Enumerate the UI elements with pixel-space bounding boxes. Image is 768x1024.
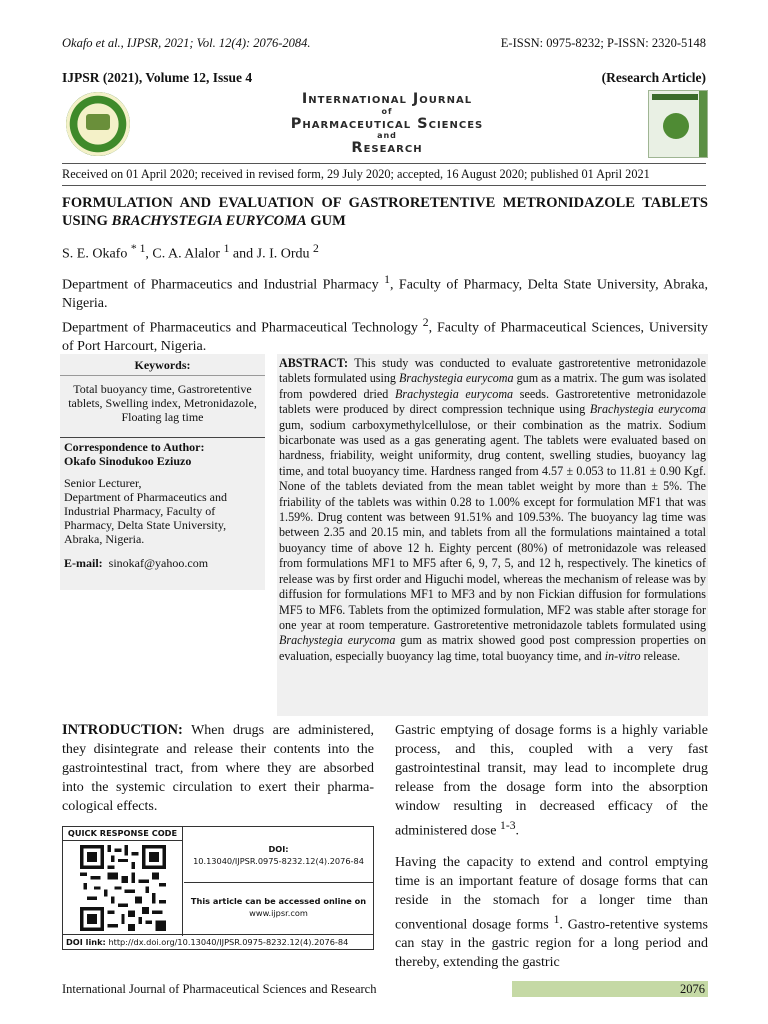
correspondence-name: Okafo Sinodukoo Eziuzo: [64, 454, 192, 468]
footer-journal: International Journal of Pharmaceutical Sciences and Research: [62, 982, 377, 996]
doi-link-row: DOI link: http://dx.doi.org/10.13040/IJPSR.0975-8232.12(4).2076-84: [63, 934, 373, 949]
qr-info-box: [62, 826, 374, 950]
correspondence-label: Correspondence to Author: Okafo Sinodukoo Eziuzo: [60, 438, 265, 468]
journal-seal-icon: [66, 92, 130, 156]
qr-area: [63, 841, 183, 936]
received-dates: Received on 01 April 2020; received in revised form, 29 July 2020; accepted, 16 August 2020; published 01 April 2021: [62, 163, 706, 186]
introduction: INTRODUCTION: When drugs are administered, they disintegrate and release their contents into the gastrointestinal tract, from where they are absorbed into the systemic circulation to exert their pharma-cological effects.: [62, 722, 374, 814]
header-meta: [62, 36, 706, 51]
abstract: ABSTRACT: This study was conducted to evaluate gastroretentive metronidazole tablets formulated using Brachystegia eurycoma gum as a matrix. The gum was isolated from powdered dried Brachystegia eurycoma seeds. Gastroretentive metronidazole tablets were produced by direct compression technique using Brachystegia eurycoma gum, sodium carboxymethylcellulose, or their combination as the matrix. Sodium bicarbonate was used as a gas generating agent. The tablets were evaluated based on hardness, friability, weight uniformity, drug content, swelling studies, buoyancy lag time, and total buoyancy time. Hardness ranged from 4.57 ± 0.053 to 11.81 ± 0.90 Kgf. None of the tablets deviated from the mean tablet weight by more than ± 5%. The friability of the tablets was within 0.28 to 1.00% except for formulation MF1 that was 1.59%. Drug content was between 91.51% and 109.53%. The buoyancy lag time was between 2.35 and 20.15 min, and tablets from all the formulations maintained a total buoyancy time of above 12 h. Eighty percent (80%) of metronidazole was released from formulations MF1 to MF5 after 6, 9, 7, 5, and 12 h, respectively. The kinetics of release was by first order and Higuchi model, whereas the mechanism of release was by diffusion for formulations MF1 to MF3 and by non Fickian diffusion for formulations MF5 to MF6. Tablets from the optimized formulation, MF2 was stable after storage for one year at room temperature. Gastroretentive metronidazole tablets formulated using Brachystegia eurycoma gum as matrix showed good post compression properties on evaluation, especially buoyancy lag time, total buoyancy time, and in-vitro release.: [277, 354, 708, 716]
doi-cell: DOI: 10.13040/IJPSR.0975-8232.12(4).2076-84: [184, 827, 373, 883]
paragraph: Gastric emptying of dosage forms is a highly variable process, and this, coupled with a very fast gastrointestinal transit, may lead to incomplete drug release from the dosage form into the absorption window resulting in decreased efficacy of the administered dose $^{1-3}$.: [395, 723, 708, 839]
paragraph: Having the capacity to extend and control emptying time is an important feature of dosage forms that can reside in the stomach for a longer time than conventional dosage forms $^1$. Gastro-retentive systems can stay in the gastric region for a long period and thereby, extending the gastric: [395, 854, 708, 971]
access-cell: This article can be accessed online on www.ijpsr.com: [184, 883, 373, 936]
citation: Okafo et al., IJPSR, 2021; Vol. 12(4): 2076-2084.: [62, 36, 311, 50]
keywords: Total buoyancy time, Gastroretentive tablets, Swelling index, Metronidazole, Floating lag time: [60, 376, 265, 438]
article-sidebar: [60, 354, 265, 590]
doi-link[interactable]: http://dx.doi.org/10.13040/IJPSR.0975-8232.12(4).2076-84: [108, 937, 349, 947]
journal-name: International Journal of Pharmaceutical Sciences and Research: [290, 91, 484, 156]
journal-url[interactable]: www.ijpsr.com: [249, 908, 308, 918]
affiliation-2: Department of Pharmaceutics and Pharmaceutical Technology $^2$, Faculty of Pharmaceutical Sciences, University of Port Harcourt, Nigeria.: [62, 315, 708, 354]
correspondence-address: Senior Lecturer, Department of Pharmaceutics and Industrial Pharmacy, Faculty of Pharmacy, Delta State University, Abraka, Nigeria.: [64, 476, 227, 546]
journal-banner: [62, 88, 708, 160]
affiliation-1: Department of Pharmaceutics and Industrial Pharmacy $^1$, Faculty of Pharmacy, Delta State University, Abraka, Nigeria.: [62, 273, 708, 312]
issue-line: [62, 70, 706, 86]
authors: S. E. Okafo $^{* 1}$, C. A. Alalor $^1$ and J. I. Ordu $^2$: [62, 242, 319, 262]
issue: IJPSR (2021), Volume 12, Issue 4: [62, 70, 253, 85]
doi-value[interactable]: 10.13040/IJPSR.0975-8232.12(4).2076-84: [193, 856, 364, 866]
issn: E-ISSN: 0975-8232; P-ISSN: 2320-5148: [500, 36, 706, 50]
page-number: 2076: [512, 981, 708, 997]
email-address[interactable]: sinokaf@yahoo.com: [108, 556, 209, 570]
qr-label: QUICK RESPONSE CODE: [63, 827, 183, 841]
qr-code-icon[interactable]: [75, 845, 171, 931]
email: E-mail: sinokaf@yahoo.com: [64, 556, 209, 570]
affiliations: [62, 271, 708, 356]
article-type: (Research Article): [601, 70, 706, 85]
right-column: [395, 721, 708, 972]
keywords-label: Keywords:: [60, 354, 265, 376]
journal-cover-icon: [648, 90, 708, 158]
article-title: FORMULATION AND EVALUATION OF GASTRORETENTIVE METRONIDAZOLE TABLETS USING BRACHYSTEGIA EURYCOMA GUM: [62, 195, 708, 229]
